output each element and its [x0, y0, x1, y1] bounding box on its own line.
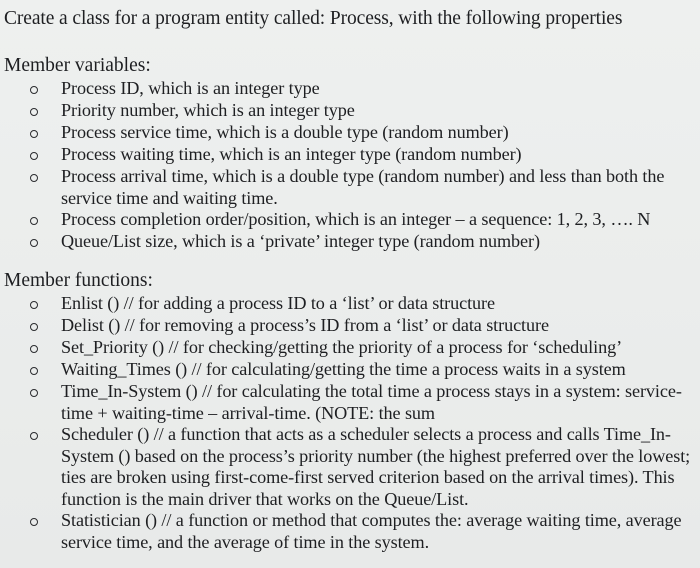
- list-item-text: Queue/List size, which is a ‘private’ integer type (random number): [61, 231, 540, 251]
- bullet-icon: [30, 217, 38, 225]
- list-item-text: Process completion order/position, which is an integer – a sequence: 1, 2, 3, …. N: [61, 209, 651, 229]
- list-item-text: Enlist () // for adding a process ID to a ‘list’ or data structure: [61, 293, 495, 313]
- list-item-text: Scheduler () // a function that acts as a scheduler selects a process and calls Time_In-System () based on the process’s priority number (the highest preferred over the lowest; ties are broken using first-come-first served criterion based on the arrival times). This function is the main driver that works on the Queue/List.: [61, 424, 691, 509]
- bullet-icon: [30, 86, 38, 94]
- list-item-text: Time_In-System () // for calculating the total time a process stays in a system: service-time + waiting-time – arrival-time. (NOTE: the sum: [61, 381, 682, 423]
- bullet-icon: [30, 130, 38, 138]
- member-variables-heading: Member variables:: [4, 55, 151, 76]
- bullet-icon: [30, 108, 38, 116]
- bullet-icon: [30, 323, 38, 331]
- bullet-icon: [30, 389, 38, 397]
- member-functions-heading: Member functions:: [4, 270, 153, 291]
- list-item-text: Process arrival time, which is a double type (random number) and less than both the service time and waiting time.: [61, 166, 665, 208]
- bullet-icon: [30, 367, 38, 375]
- list-item-text: Statistician () // a function or method that computes the: average waiting time, average service time, and the average of time in the system.: [61, 510, 682, 552]
- bullet-icon: [30, 432, 38, 440]
- bullet-icon: [30, 239, 38, 247]
- list-item-text: Process service time, which is a double type (random number): [61, 122, 509, 142]
- list-item-text: Process ID, which is an integer type: [61, 78, 320, 98]
- bullet-icon: [30, 518, 38, 526]
- list-item-text: Process waiting time, which is an integer type (random number): [61, 144, 522, 164]
- list-item-text: Delist () // for removing a process’s ID from a ‘list’ or data structure: [61, 315, 549, 335]
- list-item-text: Priority number, which is an integer type: [61, 100, 355, 120]
- list-item-text: Waiting_Times () // for calculating/getting the time a process waits in a system: [61, 359, 626, 379]
- list-item-text: Set_Priority () // for checking/getting the priority of a process for ‘scheduling’: [61, 337, 623, 357]
- bullet-icon: [30, 152, 38, 160]
- bullet-icon: [30, 345, 38, 353]
- bullet-icon: [30, 301, 38, 309]
- bullet-icon: [30, 174, 38, 182]
- page-title: Create a class for a program entity called: Process, with the following properties: [4, 8, 623, 29]
